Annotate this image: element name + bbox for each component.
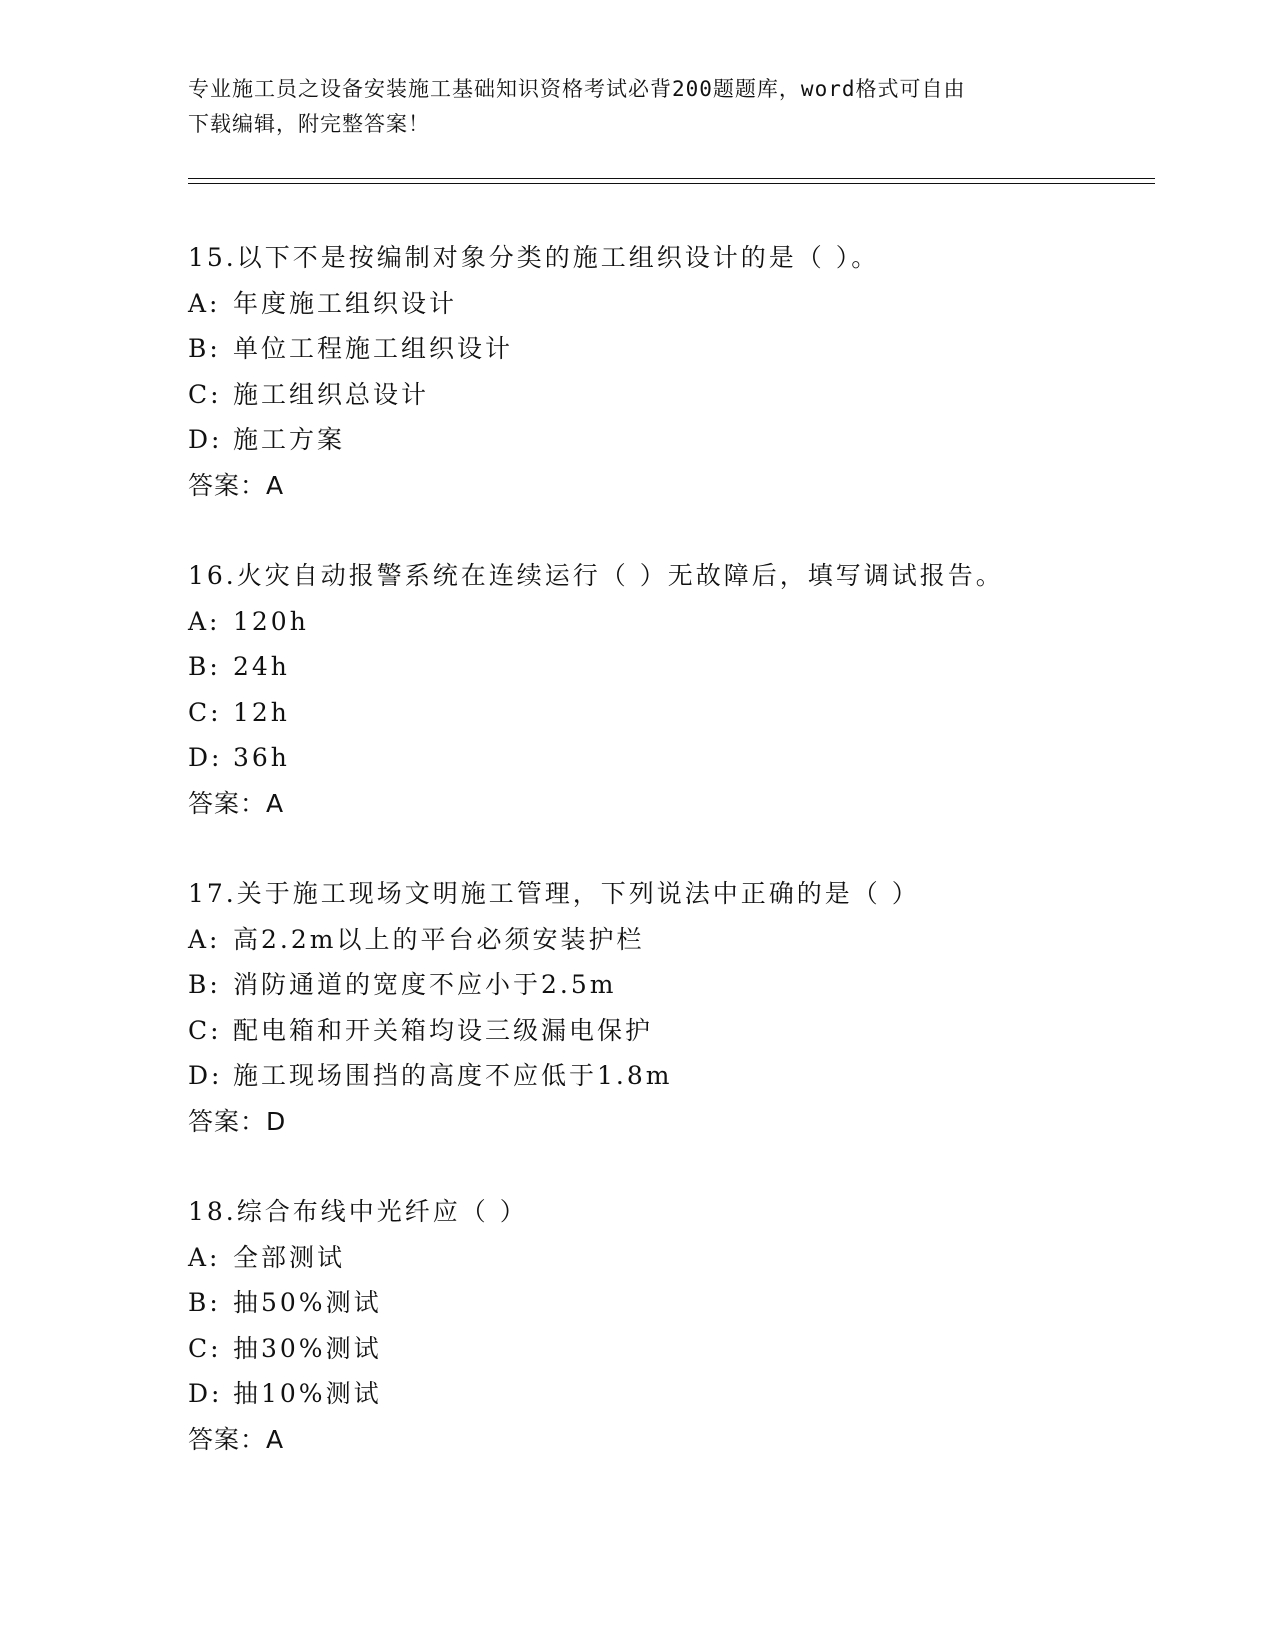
option-text: 抽10%测试 [233,1379,382,1408]
option-letter: D: [188,1061,223,1090]
header-divider-bottom [188,183,1155,184]
option-letter: A: [188,924,221,954]
option-text: 全部测试 [233,1242,346,1272]
option-d [188,1371,1148,1417]
question-18 [188,1189,1148,1462]
option-text: 施工方案 [233,425,346,454]
option-d [188,735,1148,781]
option-text: 消防通道的宽度不应小于2.5m [233,970,617,999]
option-text: 36h [233,743,290,772]
answer-line: 答案：A [188,788,285,818]
option-c [188,1008,1148,1054]
option-text: 高2.2m以上的平台必须安装护栏 [233,924,645,954]
option-c [188,372,1148,418]
option-text: 施工组织总设计 [233,379,430,409]
question-stem: 15.以下不是按编制对象分类的施工组织设计的是（ ）。 [188,243,880,272]
option-letter: B: [188,652,221,681]
option-a [188,599,1148,645]
option-letter: A: [188,1242,221,1272]
option-letter: C: [188,379,222,409]
question-stem: 17.关于施工现场文明施工管理，下列说法中正确的是（ ） [188,879,920,908]
option-letter: B: [188,1288,221,1317]
option-a [188,1235,1148,1281]
option-letter: D: [188,425,223,454]
header-line-2: 下载编辑，附完整答案！ [188,112,430,136]
answer-line: 答案：D [188,1106,287,1136]
option-text: 抽30%测试 [233,1333,382,1363]
option-letter: D: [188,743,223,772]
option-d [188,1053,1148,1099]
option-letter: A: [188,606,221,636]
option-letter: A: [188,288,221,318]
question-15 [188,235,1148,508]
option-text: 抽50%测试 [233,1288,382,1317]
question-17 [188,871,1148,1144]
option-text: 24h [233,652,290,681]
option-b [188,962,1148,1008]
option-text: 年度施工组织设计 [233,288,458,318]
option-b [188,1280,1148,1326]
option-c [188,1326,1148,1372]
option-text: 施工现场围挡的高度不应低于1.8m [233,1061,673,1090]
question-stem: 18.综合布线中光纤应（ ） [188,1197,528,1226]
option-letter: B: [188,334,221,363]
header-line-1: 专业施工员之设备安装施工基础知识资格考试必背200题题库，word格式可自由 [188,77,966,101]
option-text: 12h [233,697,290,727]
option-letter: C: [188,1333,222,1363]
answer-line: 答案：A [188,1424,285,1454]
answer-line: 答案：A [188,470,285,500]
question-16 [188,553,1148,826]
option-b [188,644,1148,690]
option-letter: D: [188,1379,223,1408]
question-stem: 16.火灾自动报警系统在连续运行（ ）无故障后，填写调试报告。 [188,561,1004,590]
option-c [188,690,1148,736]
document-header [188,72,1088,142]
option-text: 单位工程施工组织设计 [233,334,514,363]
option-a [188,281,1148,327]
option-letter: B: [188,970,221,999]
option-a [188,917,1148,963]
header-divider-top [188,178,1155,179]
option-text: 配电箱和开关箱均设三级漏电保护 [233,1015,654,1045]
option-letter: C: [188,697,222,727]
option-letter: C: [188,1015,222,1045]
option-b [188,326,1148,372]
option-d [188,417,1148,463]
option-text: 120h [233,606,309,636]
